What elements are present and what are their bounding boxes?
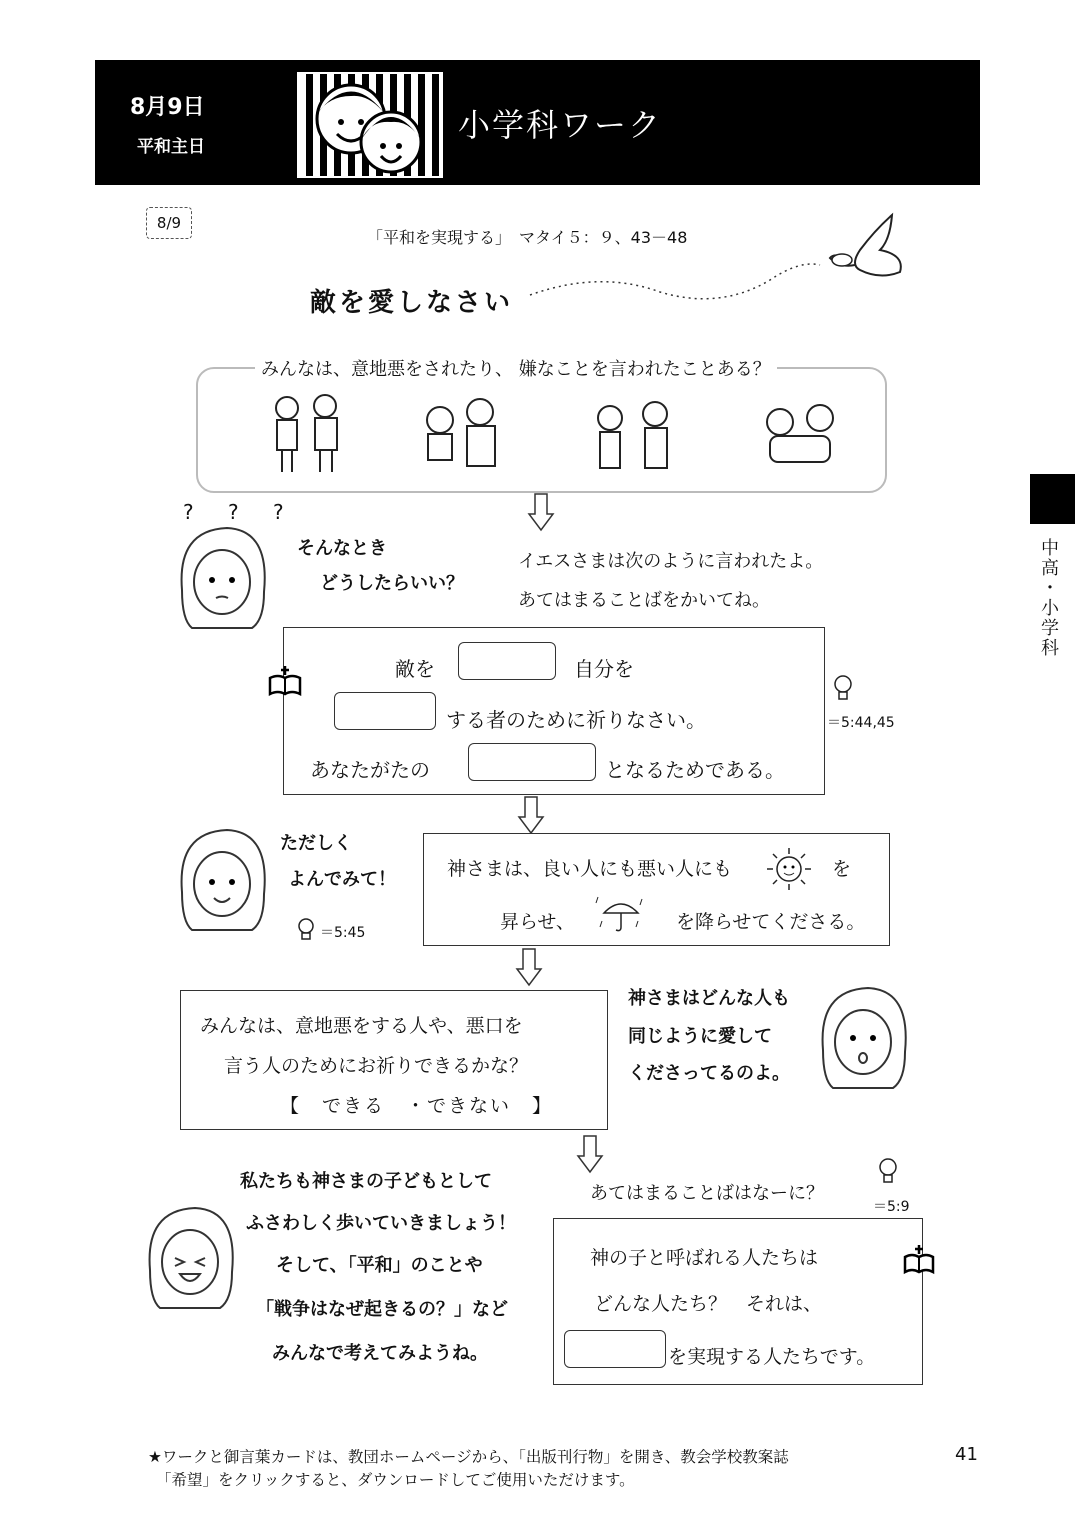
bible-icon (902, 1244, 936, 1276)
sun-icon (763, 846, 815, 892)
bubble2-hint: ＝5:45 (320, 925, 366, 941)
page-number: 41 (955, 1444, 978, 1465)
bubble3-line1: 神さまはどんな人も (628, 988, 790, 1009)
scripture-reference: 「平和を実現する」 マタイ５：９、43－48 (367, 228, 688, 247)
side-tab-marker (1030, 474, 1075, 524)
instruction-line2: あてはまることばをかいてね。 (518, 590, 770, 611)
prayer-line2: 言う人のためにお祈りできるかな？ (224, 1055, 529, 1077)
answer-blank-4[interactable] (564, 1330, 666, 1368)
verse1-word4: あなたがたの (310, 758, 430, 782)
teacher-laughing-illustration (140, 1200, 240, 1310)
bubble3-line2: 同じように愛して (628, 1026, 772, 1047)
footer-line2: 「希望」をクリックすると、ダウンロードしてご使用いただけます。 (156, 1471, 635, 1490)
bubble4-line2: ふさわしく歩いていきましょう！ (246, 1213, 516, 1234)
children-logo (297, 72, 443, 178)
verse2-part-a: 神さまは、良い人にも悪い人にも (447, 858, 733, 880)
prayer-choice[interactable]: 【 できる ・できない 】 (280, 1095, 554, 1117)
page-title: 小学科ワーク (458, 106, 663, 144)
instruction-line1: イエスさまは次のように言われたよ。 (518, 551, 824, 572)
verse1-word1: 敵を (395, 657, 435, 681)
down-arrow-icon (515, 947, 543, 987)
down-arrow-icon (517, 795, 545, 835)
header-subtitle: 平和主日 (137, 137, 205, 157)
bubble4-line3: そして、「平和」のことや (276, 1255, 483, 1276)
hint-5-9: ＝5:9 (873, 1199, 910, 1215)
answer-blank-3[interactable] (468, 743, 596, 781)
teacher-smiling-illustration (172, 822, 272, 932)
bubble4-line5: みんなで考えてみようね。 (272, 1343, 488, 1364)
prayer-line1: みんなは、意地悪をする人や、悪口を (200, 1015, 523, 1037)
verse2-part-d: を降らせてくださる。 (676, 911, 866, 933)
lightbulb-icon (829, 672, 857, 704)
bubble1-line1: そんなとき (297, 538, 387, 559)
answer-blank-1[interactable] (458, 642, 556, 680)
main-title: 敵を愛しなさい (310, 288, 514, 318)
footer-line1: ★ワークと御言葉カードは、教団ホームページから、「出版刊行物」を開き、教会学校教案誌 (148, 1448, 789, 1466)
umbrella-rain-icon (594, 893, 648, 937)
side-section-label: 中高・小学科 (1038, 538, 1059, 658)
lightbulb-icon (874, 1155, 902, 1187)
lightbulb-icon (294, 915, 318, 943)
bubble4-line4: 「戦争はなぜ起きるの？」など (256, 1299, 508, 1320)
verse1-word3: する者のために祈りなさい。 (446, 708, 706, 732)
down-arrow-icon (527, 492, 555, 532)
question-marks: ? ? ? (183, 500, 298, 524)
children-illustrations (265, 390, 875, 480)
verse3-line1: 神の子と呼ばれる人たちは (590, 1247, 819, 1269)
bible-icon (266, 664, 304, 698)
bubble1-line2: どうしたらいい？ (320, 573, 464, 594)
verse3-line3: を実現する人たちです。 (668, 1346, 876, 1368)
bubble3-line3: くださってるのよ。 (628, 1063, 790, 1084)
dove-illustration (520, 210, 915, 315)
teacher-explaining-illustration (813, 980, 913, 1090)
verse1-word2: 自分を (574, 657, 634, 681)
verse2-part-c: 昇らせ、 (500, 911, 575, 933)
footer-note (148, 1446, 789, 1493)
bubble2-line1: ただしく (280, 833, 352, 854)
question-fill-word: あてはまることばはなーに？ (590, 1183, 824, 1204)
verse1-word5: となるためである。 (605, 758, 785, 782)
verse3-line2: どんな人たち？ それは、 (594, 1293, 823, 1315)
verse2-part-b: を (832, 858, 852, 880)
teacher-thinking-illustration (172, 520, 272, 630)
date-badge: 8/9 (146, 207, 192, 239)
bubble2-line2: よんでみて！ (288, 869, 396, 890)
bubble4-line1: 私たちも神さまの子どもとして (240, 1171, 492, 1192)
question-bullying: みんなは、意地悪をされたり、 嫌なことを言われたことある？ (255, 355, 777, 381)
down-arrow-icon (576, 1134, 604, 1174)
header-date: 8月9日 (130, 95, 205, 120)
verse1-hint: ＝5:44,45 (827, 715, 895, 731)
answer-blank-2[interactable] (334, 692, 436, 730)
